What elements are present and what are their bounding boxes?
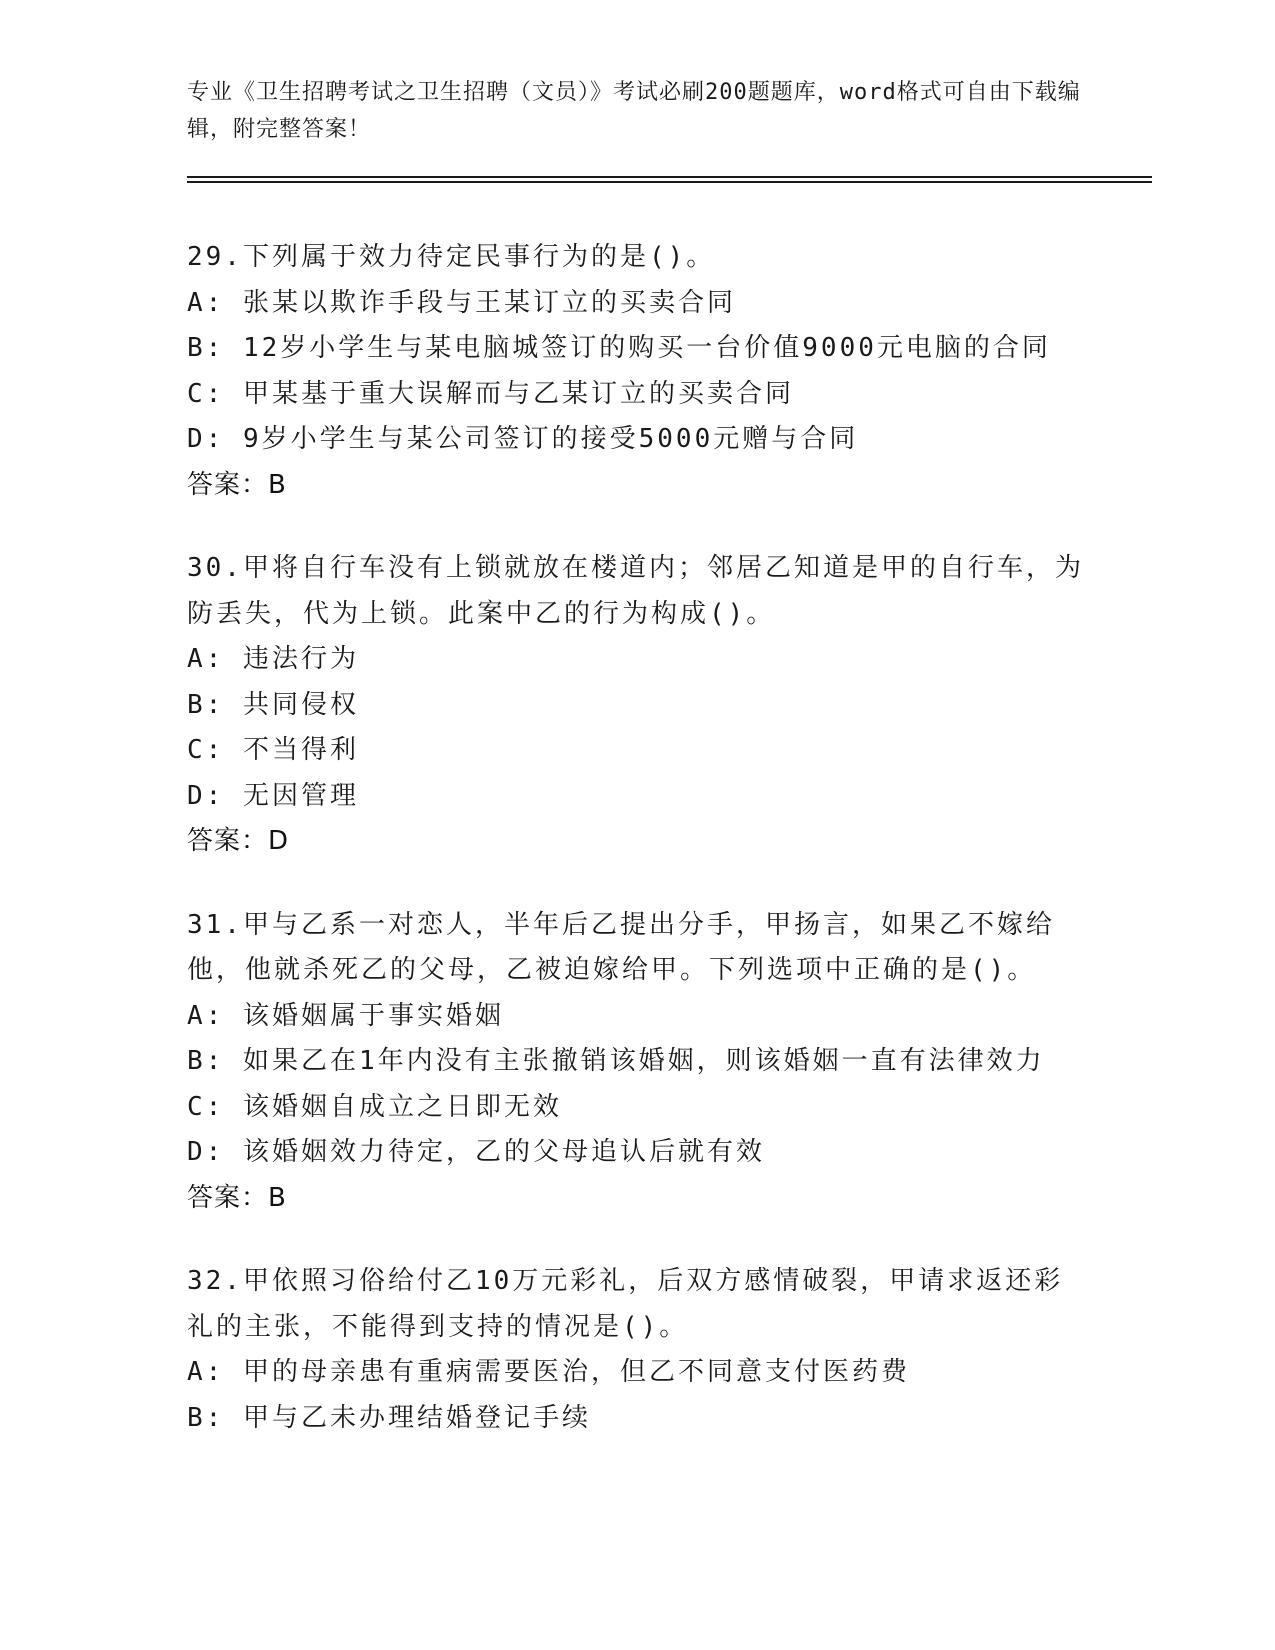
option-a: A: 该婚姻属于事实婚姻 [187, 1000, 504, 1031]
option-c: C: 该婚姻自成立之日即无效 [187, 1091, 562, 1122]
answer-line: 答案：D [187, 826, 290, 856]
option-b: B: 如果乙在1年内没有主张撤销该婚姻，则该婚姻一直有法律效力 [187, 1046, 1045, 1076]
option-b: B: 12岁小学生与某电脑城签订的购买一台价值9000元电脑的合同 [187, 333, 1051, 363]
option-b: B: 甲与乙未办理结婚登记手续 [187, 1402, 591, 1433]
option-d: D: 无因管理 [187, 780, 359, 811]
option-a: A: 违法行为 [187, 644, 359, 674]
header-divider-bottom [187, 181, 1152, 183]
option-d: D: 该婚姻效力待定，乙的父母追认后就有效 [187, 1137, 765, 1167]
question-stem: 30.甲将自行车没有上锁就放在楼道内；邻居乙知道是甲的自行车，为防丢失，代为上锁。此案中乙的行为构成()。 [187, 553, 1084, 629]
question-stem: 32.甲依照习俗给付乙10万元彩礼，后双方感情破裂，甲请求返还彩礼的主张，不能得到支持的情况是()。 [187, 1266, 1064, 1342]
option-b: B: 共同侵权 [187, 689, 359, 720]
answer-line: 答案：B [187, 469, 287, 500]
option-d: D: 9岁小学生与某公司签订的接受5000元赠与合同 [187, 424, 859, 454]
answer-line: 答案：B [187, 1182, 287, 1213]
option-c: C: 甲某基于重大误解而与乙某订立的买卖合同 [187, 378, 794, 409]
question-list [187, 235, 1087, 1479]
question-29 [187, 235, 1087, 508]
option-a: A: 张某以欺诈手段与王某订立的买卖合同 [187, 287, 736, 318]
option-a: A: 甲的母亲患有重病需要医治，但乙不同意支付医药费 [187, 1357, 910, 1387]
question-stem: 29.下列属于效力待定民事行为的是()。 [187, 242, 716, 272]
question-32 [187, 1259, 1087, 1441]
question-31 [187, 903, 1087, 1222]
header-intro: 专业《卫生招聘考试之卫生招聘（文员）》考试必刷200题题库，word格式可自由下载编辑，附完整答案！ [187, 80, 1081, 142]
question-stem: 31.甲与乙系一对恋人，半年后乙提出分手，甲扬言，如果乙不嫁给他，他就杀死乙的父母，乙被迫嫁给甲。下列选项中正确的是()。 [187, 909, 1055, 985]
question-30 [187, 546, 1087, 865]
header-divider-top [187, 176, 1152, 178]
document-header [187, 74, 1087, 148]
option-c: C: 不当得利 [187, 735, 359, 765]
